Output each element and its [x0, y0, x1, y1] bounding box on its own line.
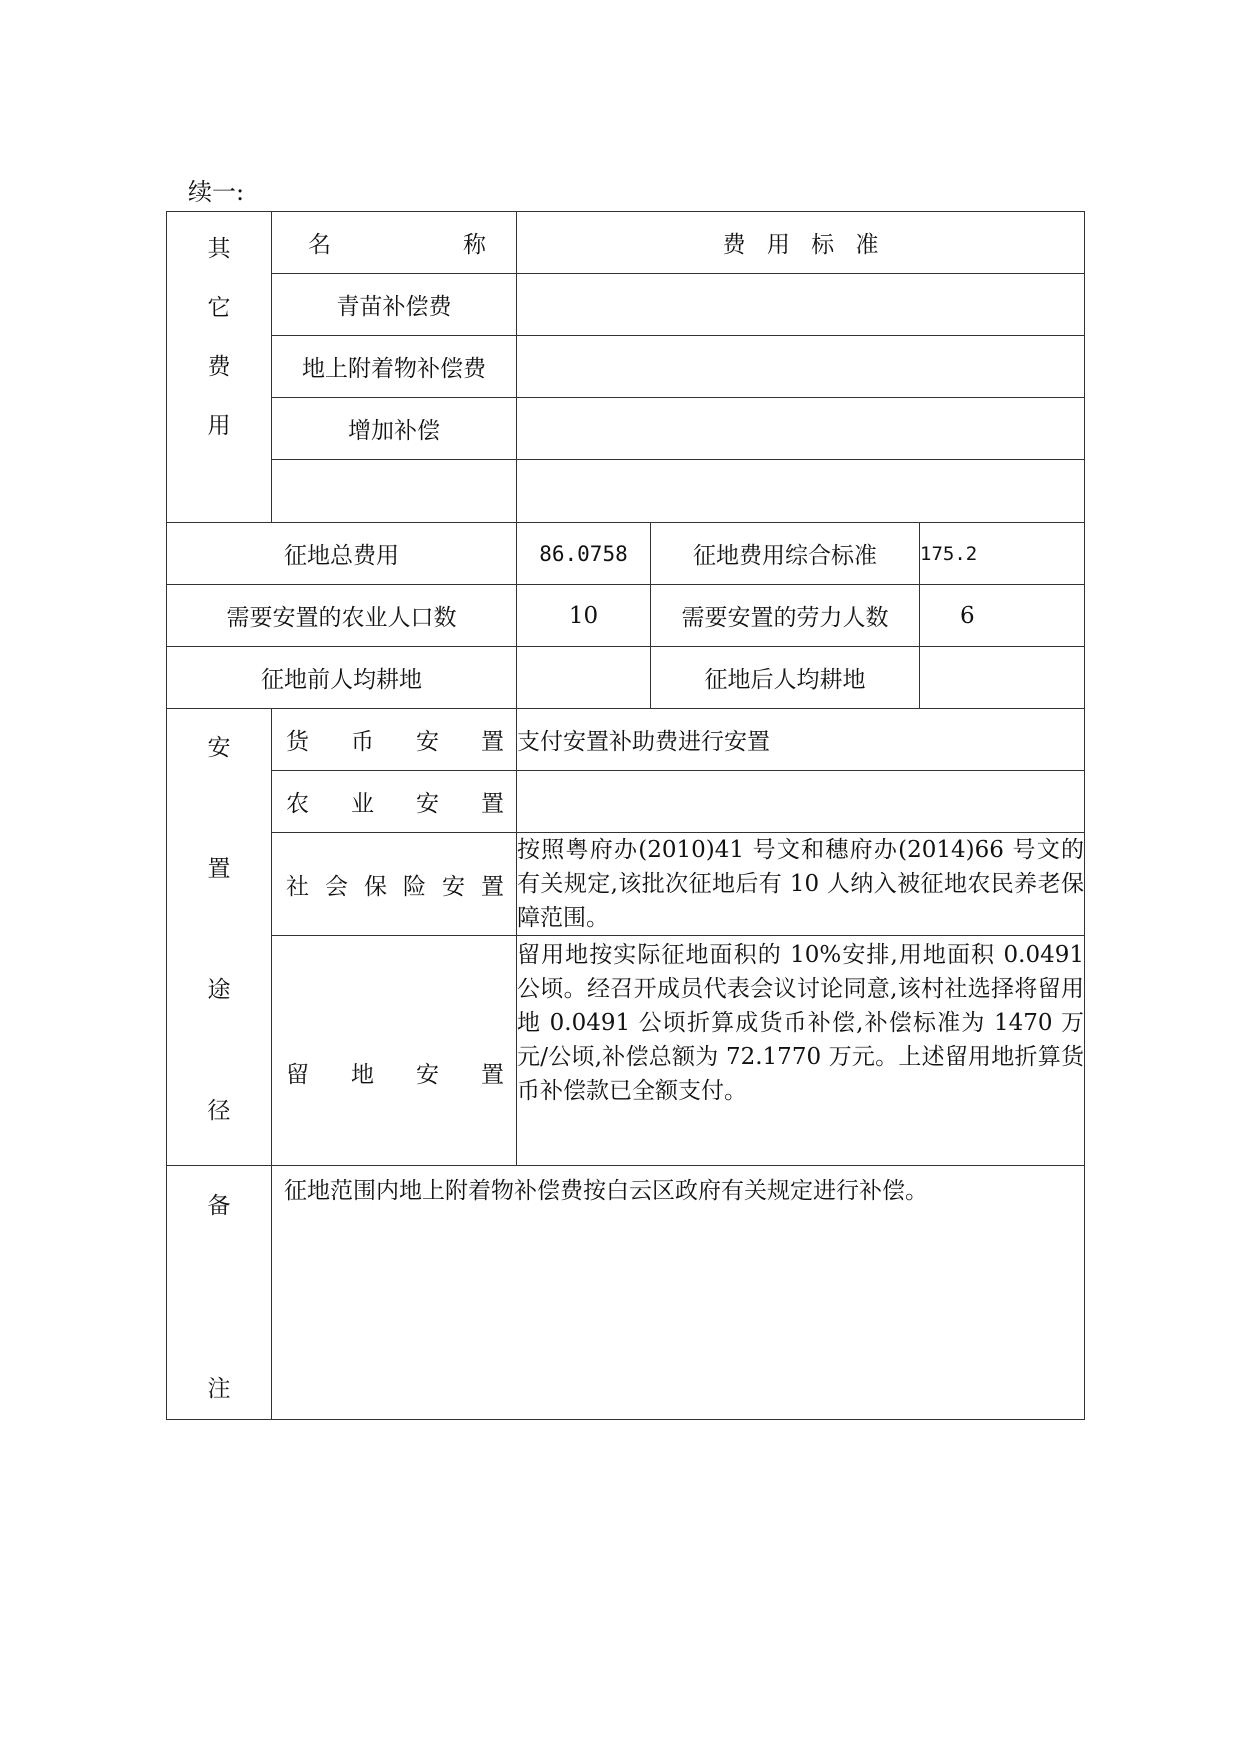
farm-population-label: 需要安置的农业人口数 [167, 585, 517, 647]
after-land-value [920, 647, 1085, 709]
farm-population-value: 10 [517, 585, 651, 647]
resettlement-name-currency: 货 币 安 置 [272, 709, 517, 771]
resettlement-content-currency: 支付安置补助费进行安置 [517, 709, 1085, 771]
resettlement-content-reserved-land: 留用地按实际征地面积的 10%安排,用地面积 0.0491 公顷。经召开成员代表会议讨论同意,该村社选择将留用地 0.0491 公顷折算成货币补偿,补偿标准为 1470 万元/公顷,补偿总额为 72.1770 万元。上述留用地折算货币补偿款已全额支付。 [517, 936, 1085, 1166]
remarks-side-label: 备 注 [167, 1166, 272, 1420]
composite-standard-label: 征地费用综合标准 [651, 523, 920, 585]
fee-standard-attachments [517, 336, 1085, 398]
continued-label: 续一: [188, 178, 245, 206]
remarks-content: 征地范围内地上附着物补偿费按白云区政府有关规定进行补偿。 [272, 1166, 1085, 1420]
resettlement-name-social-insurance: 社 会 保 险 安 置 [272, 833, 517, 936]
resettlement-name-reserved-land: 留 地 安 置 [272, 936, 517, 1166]
resettlement-side-label: 安 置 途 径 [167, 709, 272, 1166]
composite-standard-value: 175.2 [920, 523, 1085, 585]
fee-name-attachments: 地上附着物补偿费 [272, 336, 517, 398]
before-land-label: 征地前人均耕地 [167, 647, 517, 709]
other-fees-side-label: 其 它 费 用 [167, 212, 272, 523]
resettlement-content-social-insurance: 按照粤府办(2010)41 号文和穗府办(2014)66 号文的有关规定,该批次征地后有 10 人纳入被征地农民养老保障范围。 [517, 833, 1085, 936]
fee-name-blank [272, 460, 517, 523]
header-standard: 费 用 标 准 [517, 212, 1085, 274]
labor-count-value: 6 [920, 585, 1085, 647]
fee-standard-green-crops [517, 274, 1085, 336]
resettlement-content-agriculture [517, 771, 1085, 833]
total-fee-label: 征地总费用 [167, 523, 517, 585]
total-fee-value: 86.0758 [517, 523, 651, 585]
labor-count-label: 需要安置的劳力人数 [651, 585, 920, 647]
fee-name-additional: 增加补偿 [272, 398, 517, 460]
fee-name-green-crops: 青苗补偿费 [272, 274, 517, 336]
fee-standard-blank [517, 460, 1085, 523]
header-name: 名 称 [272, 212, 517, 274]
after-land-label: 征地后人均耕地 [651, 647, 920, 709]
land-acquisition-form [166, 211, 1085, 1420]
before-land-value [517, 647, 651, 709]
fee-standard-additional [517, 398, 1085, 460]
resettlement-name-agriculture: 农 业 安 置 [272, 771, 517, 833]
